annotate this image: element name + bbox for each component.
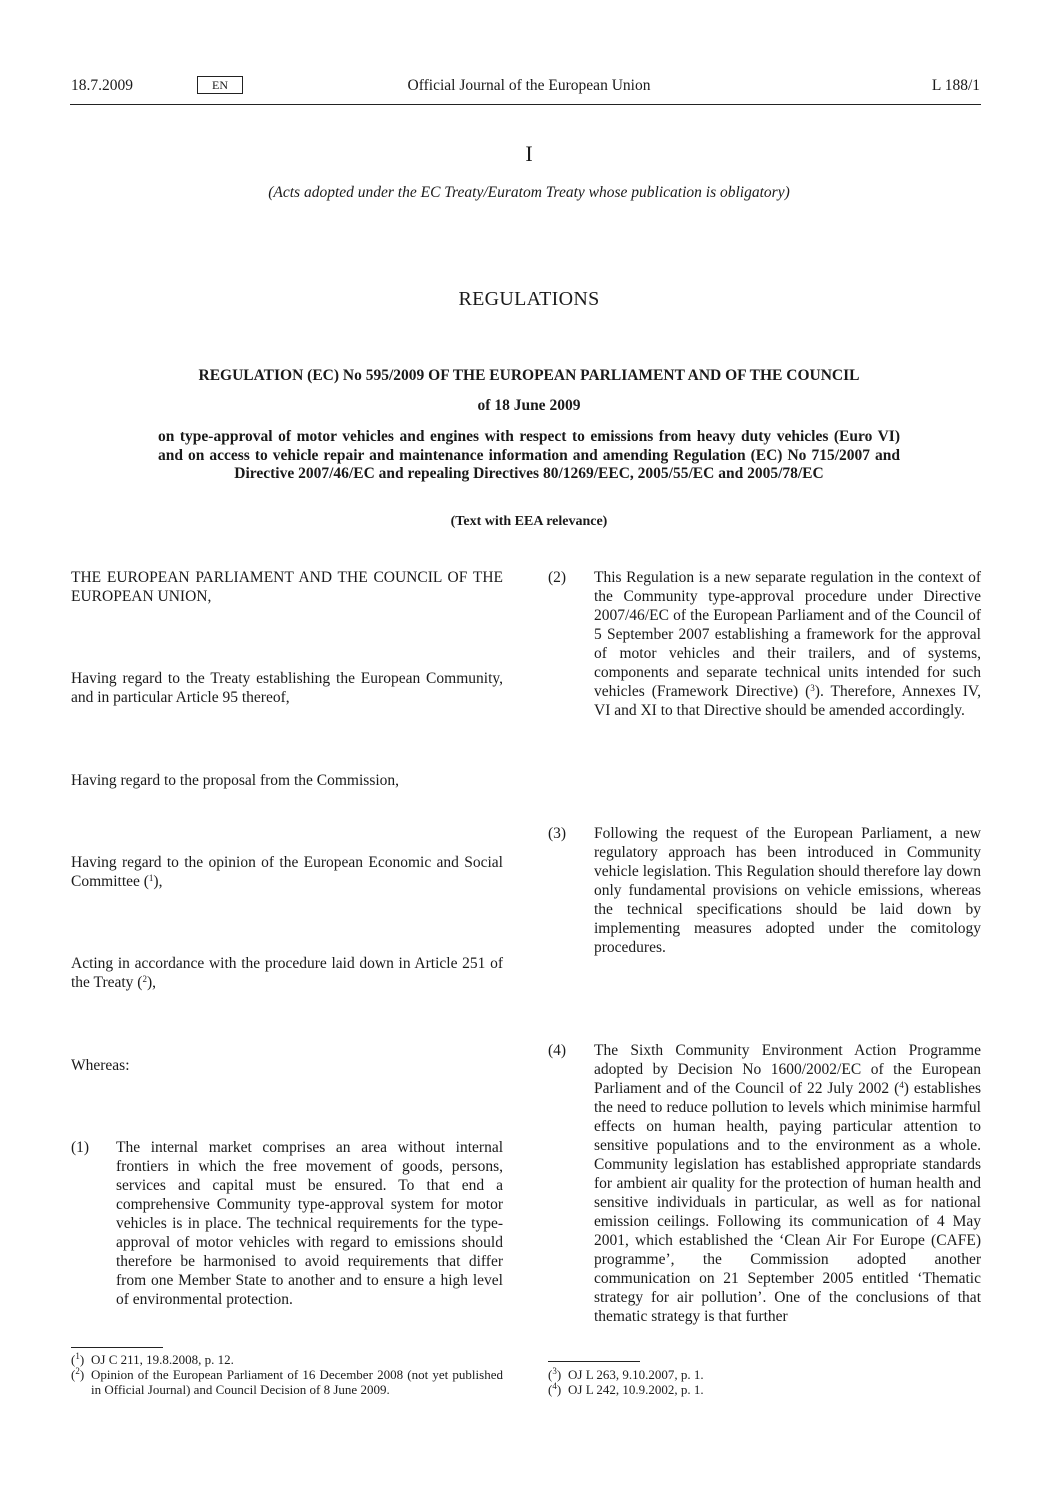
recital-2-number: (2) (548, 569, 567, 586)
header-divider (70, 104, 981, 105)
footnote-2-text: Opinion of the European Parliament of 16 December 2008 (not yet published in Official Journal) and Council Decision of 8 June 2009. (91, 1367, 503, 1397)
footnote-ref-1[interactable]: 1 (148, 873, 154, 883)
footnotes-right (548, 1367, 980, 1397)
acts-note: (Acts adopted under the EC Treaty/Euratom Treaty whose publication is obligatory) (268, 184, 790, 201)
citation-opinion-text: Having regard to the opinion of the European Economic and Social Committee ( (71, 854, 503, 890)
footnote-3-text: OJ L 263, 9.10.2007, p. 1. (568, 1367, 704, 1382)
footnote-2 (71, 1367, 503, 1397)
regulation-subject: on type-approval of motor vehicles and engines with respect to emissions from heavy duty vehicles (Euro VI) and on access to vehicle repair and maintenance information and amending Regulation (EC) No 715/2007 and Directive 2007/46/EC and repealing Directives 80/1269/EEC, 2005/55/EC and 2005/78/EC (158, 428, 900, 483)
footnote-3 (548, 1367, 980, 1382)
footnote-1-mark: ($^1$) (71, 1351, 85, 1367)
footnote-divider-left (71, 1347, 163, 1348)
footnote-1-text: OJ C 211, 19.8.2008, p. 12. (91, 1352, 234, 1367)
recital-4-body: The Sixth Community Environment Action Programme adopted by Decision No 1600/2002/EC of the European Parliament and of the Council of 22 July 2002 ( (594, 1042, 981, 1097)
recital-1-number: (1) (71, 1139, 90, 1156)
footnote-1 (71, 1352, 503, 1367)
footnote-4-mark: ($^4$) (548, 1381, 562, 1397)
footnote-4-text: OJ L 242, 10.9.2002, p. 1. (568, 1382, 704, 1397)
preamble-intro: THE EUROPEAN PARLIAMENT AND THE COUNCIL OF THE EUROPEAN UNION, (71, 569, 503, 605)
regulation-title: REGULATION (EC) No 595/2009 OF THE EUROPEAN PARLIAMENT AND OF THE COUNCIL (198, 367, 860, 384)
section-heading: REGULATIONS (458, 288, 600, 310)
footnote-3-mark: ($^3$) (548, 1366, 562, 1382)
whereas-label: Whereas: (71, 1057, 130, 1074)
journal-title: Official Journal of the European Union (407, 77, 651, 94)
citation-proposal: Having regard to the proposal from the Commission, (71, 772, 400, 789)
section-number: I (525, 141, 533, 166)
recital-4-text (594, 1041, 981, 1326)
recital-2-end: ). Therefore, Annexes IV, VI and XI to that Directive should be amended accordingly. (594, 683, 981, 719)
citation-treaty: Having regard to the Treaty establishing the European Community, and in particular Article 95 thereof, (71, 670, 503, 706)
footnote-ref-2[interactable]: 2 (142, 974, 147, 984)
header-date: 18.7.2009 (71, 77, 133, 94)
footnote-4 (548, 1382, 980, 1397)
citation-procedure (71, 954, 503, 992)
recital-4-end: ) establishes the need to reduce pollution to levels which minimise harmful effects on human health, paying particular attention to sensitive populations and to the environment as a whole. Community legislation has established appropriate standards for ambient air quality for the protection of human health and sensitive individuals in particular, as well as for national emission ceilings. Following its communication of 4 May 2001, which established the ‘Clean Air For Europe (CAFE) programme’, the Commission adopted another communication on 21 September 2005 entitled ‘Thematic strategy for air pollution’. One of the conclusions of that thematic strategy is that further (594, 1080, 981, 1325)
footnote-2-mark: ($^2$) (71, 1366, 85, 1382)
footnote-divider-right (548, 1361, 640, 1362)
regulation-date: of 18 June 2009 (477, 397, 581, 414)
recital-2-text (594, 568, 981, 720)
eea-relevance-note: (Text with EEA relevance) (450, 514, 608, 529)
language-badge: EN (197, 76, 243, 94)
recital-1-text: The internal market comprises an area without internal frontiers in which the free movement of goods, persons, services and capital must be ensured. To that end a comprehensive Community type-approval system for motor vehicles is in place. The technical requirements for the type-approval of motor vehicles with regard to emissions should therefore be harmonised to avoid requirements that differ from one Member State to another and to ensure a high level of environmental protection. (116, 1139, 503, 1308)
recital-2-body: This Regulation is a new separate regulation in the context of the Community type-approval procedure under Directive 2007/46/EC of the European Parliament and of the Council of 5 September 2007 establishing a framework for the approval of motor vehicles and their trailers, and of systems, components and separate technical units intended for such vehicles (Framework Directive) ( (594, 569, 981, 700)
recital-4-number: (4) (548, 1042, 567, 1059)
recital-3-number: (3) (548, 825, 567, 842)
footnote-ref-3[interactable]: 3 (810, 683, 815, 693)
citation-procedure-text: Acting in accordance with the procedure laid down in Article 251 of the Treaty ( (71, 955, 503, 991)
citation-opinion (71, 853, 503, 891)
citation-procedure-end: ), (146, 974, 157, 991)
citation-opinion-end: ), (153, 873, 163, 890)
recital-3-text: Following the request of the European Parliament, a new regulatory approach has been introduced in Community vehicle legislation. This Regulation should therefore lay down only fundamental provisions on vehicle emissions, whereas the technical specifications should be laid down by implementing measures adopted under the comitology procedures. (594, 825, 981, 956)
page-reference: L 188/1 (931, 77, 980, 94)
footnotes-left (71, 1352, 503, 1397)
footnote-ref-4[interactable]: 4 (899, 1080, 904, 1090)
